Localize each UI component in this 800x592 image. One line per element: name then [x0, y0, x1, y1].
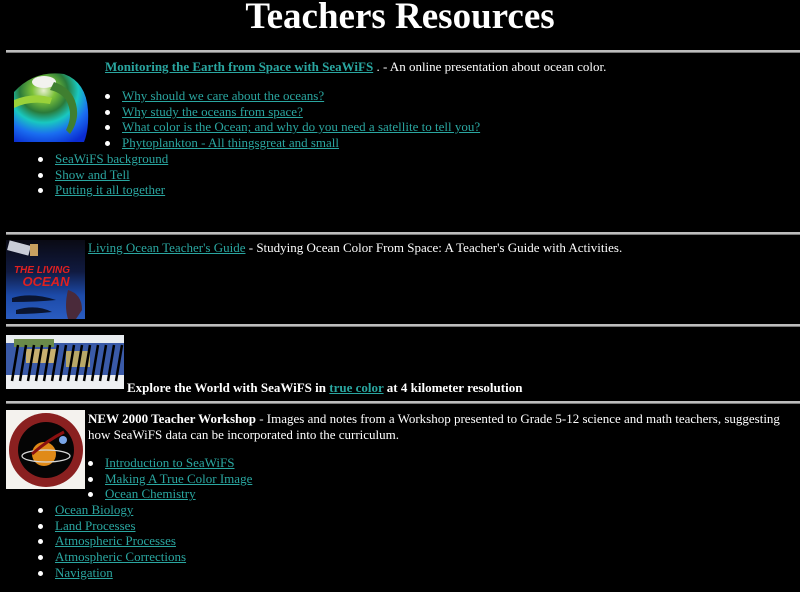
section-description: - Studying Ocean Color From Space: A Teacher's Guide with Activities.: [245, 240, 623, 255]
horizontal-rule: [6, 324, 800, 327]
list-item: [105, 471, 252, 487]
intro-seawifs-link[interactable]: Introduction to SeaWiFS: [105, 455, 235, 470]
list-item: [105, 455, 252, 471]
workshop-title: NEW 2000 Teacher Workshop: [88, 411, 256, 426]
list-item: [55, 549, 186, 565]
explore-text: Explore the World with SeaWiFS in: [127, 380, 330, 395]
ocean-biology-link[interactable]: Ocean Biology: [55, 502, 134, 517]
page-title: Teachers Resources: [245, 0, 555, 37]
list-item: [55, 502, 186, 518]
horizontal-rule: [6, 401, 800, 404]
living-ocean-image[interactable]: [6, 240, 85, 319]
atmospheric-processes-link[interactable]: Atmospheric Processes: [55, 533, 176, 549]
true-color-image-link[interactable]: Making A True Color Image: [105, 470, 253, 486]
section-description: . - An online presentation about ocean color.: [373, 59, 607, 74]
list-item: [55, 518, 186, 534]
why-study-oceans-link[interactable]: Why study the oceans from space?: [122, 103, 303, 119]
topic-list: [55, 151, 168, 198]
resolution-text: at 4 kilometer resolution: [383, 380, 523, 395]
why-care-oceans-link[interactable]: Why should we care about the oceans?: [122, 88, 325, 103]
sub-topic-list: [122, 88, 480, 151]
list-item: [55, 182, 168, 198]
list-item: [122, 119, 480, 135]
navigation-link[interactable]: Navigation: [55, 564, 113, 580]
list-item: [105, 486, 252, 502]
phytoplankton-link[interactable]: Phytoplankton - All thingsgreat and small: [122, 135, 340, 151]
seawifs-background-link[interactable]: SeaWiFS background: [55, 151, 169, 166]
living-ocean-guide-link[interactable]: Living Ocean Teacher's Guide: [88, 240, 246, 255]
earth-globe-image[interactable]: [14, 70, 89, 142]
list-item: [55, 151, 168, 167]
ocean-chemistry-link[interactable]: Ocean Chemistry: [105, 486, 196, 502]
atmospheric-corrections-link[interactable]: Atmospheric Corrections: [55, 549, 187, 565]
section-description: - Images and notes from a Workshop presented to Grade 5-12 science and math teachers, suggesting how SeaWiFS data can be incorporated into the curriculum.: [88, 411, 780, 442]
list-item: [122, 135, 480, 151]
true-color-link[interactable]: true color: [329, 380, 384, 395]
monitoring-earth-link[interactable]: Monitoring the Earth from Space with SeaWiFS: [105, 59, 374, 74]
horizontal-rule: [6, 50, 800, 53]
svg-text:OCEAN: OCEAN: [22, 274, 70, 289]
putting-together-link[interactable]: Putting it all together: [55, 182, 166, 198]
workshop-sub-list: [105, 455, 252, 502]
horizontal-rule: [6, 232, 800, 235]
list-item: [122, 104, 480, 120]
nasa-seal-image[interactable]: [6, 410, 85, 489]
show-and-tell-link[interactable]: Show and Tell: [55, 166, 130, 182]
svg-text:THE LIVING: THE LIVING: [13, 265, 71, 276]
ocean-color-link[interactable]: What color is the Ocean; and why do you need a satellite to tell you?: [122, 119, 481, 135]
true-color-mosaic-image[interactable]: [6, 335, 124, 389]
list-item: [55, 565, 186, 581]
list-item: [55, 167, 168, 183]
list-item: [122, 88, 480, 104]
workshop-topic-list: [55, 502, 186, 580]
land-processes-link[interactable]: Land Processes: [55, 517, 136, 533]
list-item: [55, 533, 186, 549]
